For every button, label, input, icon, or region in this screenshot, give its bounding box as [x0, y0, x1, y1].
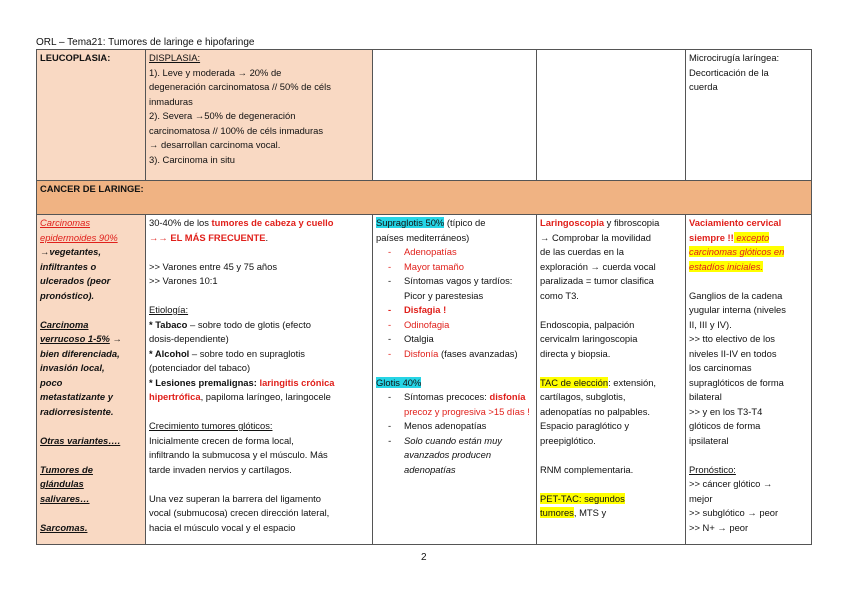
tac-text: preepiglótico.: [540, 434, 596, 446]
list-item: - Menos adenopatías: [376, 419, 533, 434]
verrucous-title: Carcinoma: [40, 318, 89, 330]
cancer-row: [37, 215, 812, 545]
laringoscopia-label: Laringoscopia: [540, 217, 605, 228]
pet-line: [540, 492, 682, 507]
displasia-line: inmaduras: [149, 95, 193, 107]
list-item: - Solo cuando están muy avanzados producen adenopatías: [376, 434, 533, 478]
treatment-line: Microcirugía laríngea:: [689, 52, 780, 63]
clinical-cell: [373, 215, 537, 545]
displasia-line: 2). Severa →50% de degeneración: [149, 110, 296, 121]
laringo-text: exploración → cuerda vocal: [540, 260, 656, 272]
list-item: - Mayor tamaño: [376, 260, 533, 275]
ganglios-line: glóticos de forma: [689, 420, 761, 431]
sex-ratio: >> Varones 10:1: [149, 275, 218, 286]
glotis-label: Glotis 40%: [376, 376, 422, 388]
epidermoid-title: Carcinomas: [40, 217, 91, 228]
intro-line: [149, 216, 369, 231]
other-variants: Otras variantes….: [40, 434, 121, 446]
epidemiology-cell: [146, 215, 373, 545]
empty-cell: [373, 50, 537, 181]
growth-title: Crecimiento tumores glóticos:: [149, 420, 273, 431]
tac-label: TAC de elección: [540, 376, 609, 388]
document-header: ORL – Tema21: Tumores de laringe e hipofaringe: [36, 37, 255, 48]
except-text: estadíos iniciales.: [689, 260, 763, 272]
list-item: - Odinofagia: [376, 318, 533, 333]
tac-text: Espacio paraglótico y: [540, 420, 630, 431]
alcohol-line2: (potenciador del tabaco): [149, 362, 251, 373]
laringo-line: [540, 216, 682, 231]
prognosis-line: mejor: [689, 492, 713, 504]
arrow-icon: →: [112, 333, 122, 344]
pet-line2: [540, 506, 682, 521]
glotis-red: precoz y progresiva >15 días !: [404, 405, 530, 417]
leucoplasia-row: [37, 50, 812, 181]
tabaco-line: [149, 318, 369, 333]
glands-line: Tumores de: [40, 463, 93, 475]
list-item: - Adenopatías: [376, 245, 533, 260]
alcohol-label: * Alcohol: [149, 347, 190, 359]
ganglios-line: >> y en los T3-T4: [689, 405, 763, 417]
ganglios-line: Ganglios de la cadena: [689, 289, 783, 301]
supraglotis-list: [376, 245, 533, 361]
sarcomas: Sarcomas.: [40, 521, 88, 533]
cancer-band-row: [37, 181, 812, 215]
epidermoid-line: ulcerados (peor: [40, 275, 111, 286]
lesiones-label: * Lesiones premalignas:: [149, 376, 260, 388]
disfonia-suffix: (fases avanzadas): [438, 347, 518, 359]
summary-table: [36, 49, 812, 545]
cancer-band: [37, 181, 812, 215]
list-item: - Disfagia !: [376, 303, 533, 318]
vaciamiento-line: [689, 231, 808, 246]
laringo-rest: y fibroscopia: [604, 217, 660, 228]
vac-except-line: [689, 245, 808, 260]
leucoplasia-label-cell: [37, 50, 146, 181]
verrucous-line: bien diferenciada,: [40, 347, 120, 359]
verrucous-pct: verrucoso 1-5%: [40, 333, 110, 344]
displasia-line: → desarrollan carcinoma vocal.: [149, 139, 281, 150]
treatment-line: cuerda: [689, 81, 718, 92]
ganglios-line: >> tto electivo de los: [689, 333, 775, 344]
except-text: carcinomas glóticos en: [689, 246, 785, 257]
etiology-title: Etiología:: [149, 304, 189, 315]
intro-end: .: [265, 231, 269, 243]
verrucous-line: radiorresistente.: [40, 405, 114, 417]
empty-cell: [537, 50, 686, 181]
alcohol-text: – sobre todo en supraglotis: [189, 347, 305, 359]
epidermoid-title: epidermoides 90%: [40, 231, 118, 243]
endoscopy-line: cervicalm laringoscopia: [540, 333, 638, 344]
displasia-cell: [146, 50, 373, 181]
glotis-list: [376, 390, 533, 477]
lesiones-red: hipertrófica: [149, 391, 201, 402]
ganglios-line: ipsilateral: [689, 434, 729, 446]
displasia-title: DISPLASIA:: [149, 52, 201, 63]
verrucous-line: metastatizante y: [40, 391, 113, 402]
verrucous-line: invasión local,: [40, 362, 105, 373]
most-frequent: →→ EL MÁS FRECUENTE: [149, 231, 266, 243]
prognosis-line: >> cáncer glótico →: [689, 478, 773, 489]
prognosis-line: >> N+ → peor: [689, 521, 749, 533]
glands-line: salivares…: [40, 492, 90, 504]
glands-line: glándulas: [40, 478, 84, 489]
growth-line: hacia el músculo vocal y el espacio: [149, 521, 296, 533]
ganglios-line: yugular interna (niveles: [689, 304, 786, 315]
treatment-line: Decorticación de la: [689, 66, 769, 78]
tabaco-line2: dosis-dependiente): [149, 333, 229, 344]
rnm-line: RNM complementaria.: [540, 463, 634, 475]
vac-except-line: [689, 260, 808, 275]
lesiones-line: [149, 376, 369, 391]
ganglios-line: II, III y IV).: [689, 318, 732, 330]
tac-text: cartílagos, subglotis,: [540, 391, 626, 402]
verrucous-title-line: [40, 332, 142, 347]
laringo-text: paralizada = tumor clasifica: [540, 275, 654, 286]
pet-rest: , MTS y: [573, 507, 607, 518]
lesiones-line2: [149, 390, 369, 405]
epidermoid-line: →vegetantes,: [40, 246, 101, 257]
intro-line: [149, 231, 369, 246]
page-number: 2: [421, 552, 427, 563]
supra-line2: países mediterráneos): [376, 231, 470, 243]
supra-line: [376, 216, 533, 231]
prognosis-line: >> subglótico → peor: [689, 507, 779, 518]
glotis-text: Síntomas precoces:: [404, 391, 490, 402]
pet-label: PET-TAC: segundos: [540, 492, 625, 504]
epidermoid-line: pronóstico).: [40, 289, 95, 301]
treatment-cell: [686, 215, 812, 545]
laringo-text: → Comprobar la movilidad: [540, 231, 651, 243]
growth-line: Una vez superan la barrera del ligamento: [149, 492, 321, 504]
displasia-line: carcinomatosa // 100% de céls inmaduras: [149, 124, 324, 136]
alcohol-line: [149, 347, 369, 362]
prognosis-title: Pronóstico:: [689, 463, 736, 475]
ganglios-line: supraglóticos de forma: [689, 376, 784, 388]
siempre: siempre !!: [689, 231, 734, 243]
lesiones-red: laringitis crónica: [259, 376, 335, 388]
tac-text: adenopatías no palpables.: [540, 405, 650, 417]
list-item: - Otalgia: [376, 332, 533, 347]
laringo-text: de las cuerdas en la: [540, 246, 624, 257]
tac-rest: : extensión,: [608, 376, 657, 388]
disfonia: Disfonía: [404, 347, 439, 359]
endoscopy-line: directa y biopsia.: [540, 347, 611, 359]
supraglotis-rest: (típico de: [444, 217, 486, 228]
vaciamiento-title: Vaciamiento cervical: [689, 217, 782, 228]
pet-label2: tumores: [540, 507, 574, 518]
glotis-red-bold: disfonía: [489, 391, 526, 402]
endoscopy-line: Endoscopia, palpación: [540, 318, 635, 330]
diagnosis-cell: [537, 215, 686, 545]
ganglios-line: niveles II-IV en todos: [689, 347, 777, 359]
glotis-line: [376, 376, 533, 391]
laringo-text: como T3.: [540, 289, 579, 301]
list-item: - Síntomas vagos y tardíos: Picor y parestesias: [376, 274, 533, 303]
intro-red: tumores de cabeza y cuello: [211, 217, 334, 228]
list-item: [376, 347, 533, 362]
types-cell: [37, 215, 146, 545]
epidermoid-line: infiltrantes o: [40, 260, 97, 272]
excepto: excepto: [733, 231, 770, 243]
supraglotis-label: Supraglotis 50%: [376, 217, 445, 228]
leucoplasia-label: LEUCOPLASIA:: [40, 52, 111, 63]
displasia-line: 3). Carcinoma in situ: [149, 153, 235, 165]
cancer-band-title: CANCER DE LARINGE:: [40, 183, 144, 194]
verrucous-line: poco: [40, 376, 63, 388]
growth-line: vocal (submucosa) crecen dirección lateral,: [149, 507, 330, 518]
growth-line: infiltrando la submucosa y el músculo. Más: [149, 449, 328, 460]
displasia-line: 1). Leve y moderada → 20% de: [149, 66, 282, 78]
tabaco-label: * Tabaco: [149, 318, 188, 330]
lesiones-end: , papiloma laríngeo, laringocele: [200, 391, 331, 402]
tabaco-text: – sobre todo de glotis (efecto: [187, 318, 311, 330]
list-item: [376, 390, 533, 419]
displasia-line: degeneración carcinomatosa // 50% de céls: [149, 81, 331, 92]
ganglios-line: los carcinomas: [689, 362, 752, 373]
tac-line: [540, 376, 682, 391]
growth-line: tarde invaden nervios y cartílagos.: [149, 463, 292, 475]
intro-text: 30-40% de los: [149, 217, 212, 228]
growth-line: Inicialmente crecen de forma local,: [149, 434, 294, 446]
leucoplasia-treatment-cell: [686, 50, 812, 181]
sex-ratio: >> Varones entre 45 y 75 años: [149, 260, 278, 272]
ganglios-line: bilateral: [689, 391, 722, 402]
